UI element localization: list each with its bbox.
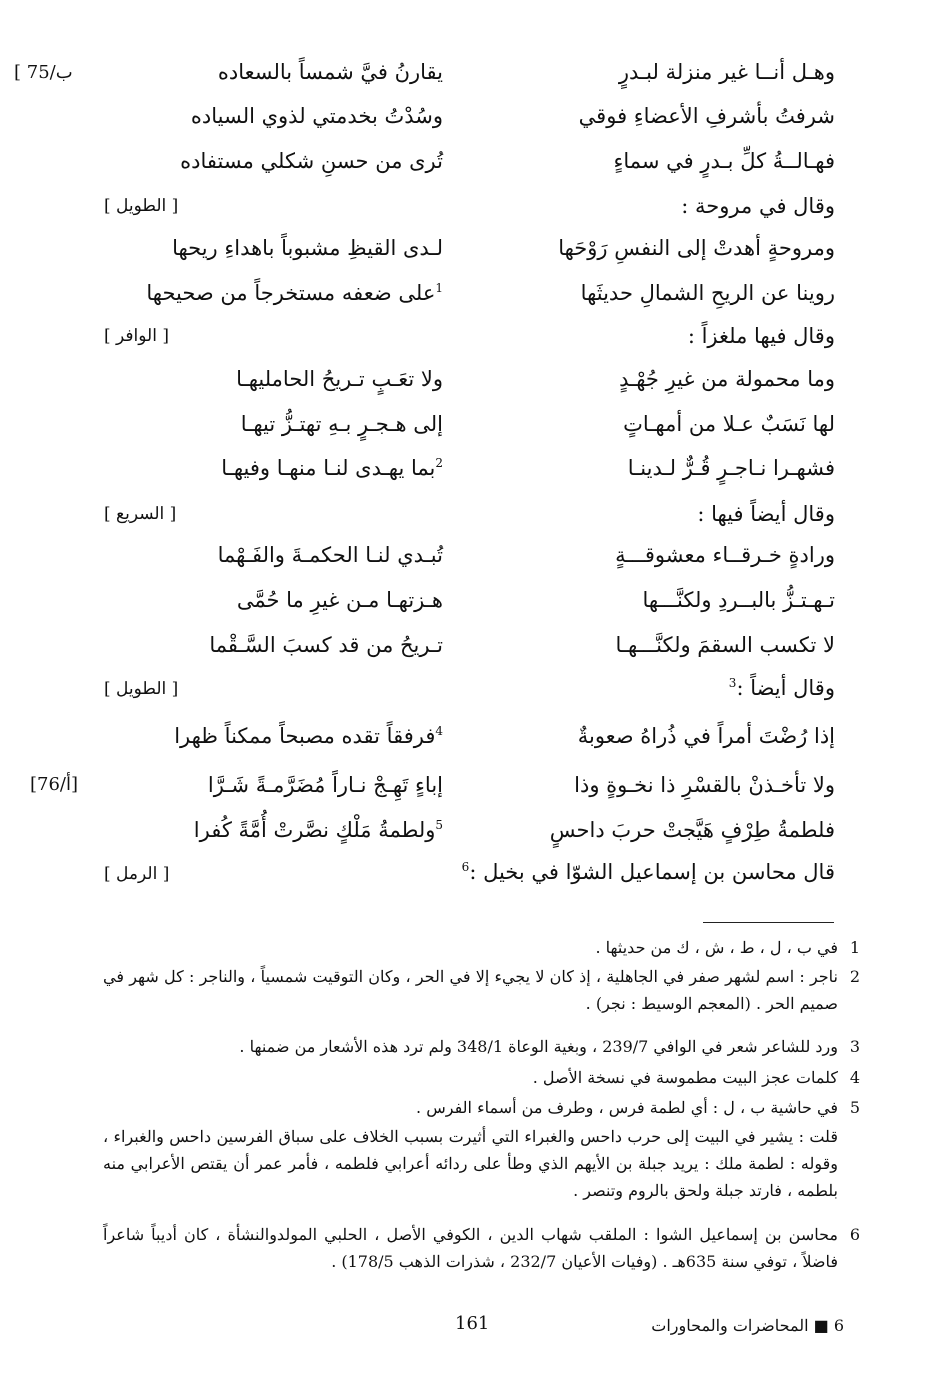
verse-hemistich-1: فشهـرا نـاجـرٍ قُـرٌّ لـدينـا	[627, 456, 835, 480]
footnote-number: 6	[849, 1225, 860, 1244]
footnote-text: ناجر : اسم لشهر صفر في الجاهلية ، إذ كان لا يجيء إلا في الحر ، وكان التوقيت شمسياً ، والناجر : كل شهر في صميم الحر . (المعجم الوسيط : نجر) .	[103, 967, 838, 1013]
footnote	[103, 963, 860, 1017]
verse-hemistich-1: وهـل أنــا غير منزلة لبـدرٍ	[618, 60, 835, 84]
verse-text: بما يهـدى لنـا منهـا وفيهـا	[221, 456, 436, 480]
footnote-number: 5	[849, 1098, 860, 1117]
verse-hemistich-1: فلطمةُ طِرْفٍ هَيَّجتْ حربَ داحسٍ	[549, 818, 835, 842]
verse-hemistich-1: إذا رُضْتَ أمراً في ذُراهُ صعوبةٌ	[577, 724, 835, 748]
meter-label: [ الرمل ]	[104, 864, 170, 884]
footnote-text: في حاشية ب ، ل : أي لطمة فرس ، وطرف من أسماء الفرس .	[416, 1098, 838, 1117]
footnote	[103, 1221, 860, 1275]
verse-hemistich-1: روينا عن الريحِ الشمالِ حديثَها	[580, 281, 835, 305]
verse-text: ولطمةُ مَلْكٍ نصَّرتْ أُمَّةً كُفرا	[193, 818, 436, 842]
verse-hemistich-1: لها نَسَبٌ عـلا من أمهـاتٍ	[623, 412, 835, 436]
margin-folio-note: [76/أ]	[30, 774, 79, 795]
verse-hemistich-2	[174, 724, 443, 748]
footnote-marker: 5	[435, 818, 443, 832]
verse-hemistich-2	[194, 818, 443, 842]
footnote-text: محاسن بن إسماعيل الشوا : الملقب شهاب الدين ، الكوفي الأصل ، الحلبي المولدوالنشأة ، كان أديباً شاعراً فاضلاً ، توفي سنة 635هـ . (وفيات الأعيان 232/7 ، شذرات الذهب 178/5) .	[103, 1225, 838, 1271]
footnote-number: 2	[849, 967, 860, 986]
verse-hemistich-1: ومروحةٍ أهدتْ إلى النفسِ رَوْحَها	[558, 236, 835, 260]
poem-intro	[462, 860, 835, 884]
verse-text: على ضعفه مستخرجاً من صحيحها	[146, 281, 436, 305]
verse-hemistich-1: ورادةٍ خـرقــاء معشوقـــةٍ	[615, 543, 835, 567]
verse-hemistich-1: تـهـتـزُّ بالبــردِ ولكنَّـــها	[642, 588, 835, 612]
intro-text: وقال أيضاً :	[736, 676, 835, 700]
footnote	[103, 1033, 860, 1060]
meter-label: [ الطويل ]	[104, 196, 179, 216]
footnote-marker: 4	[435, 724, 443, 738]
footnote	[103, 1094, 860, 1121]
footnote-text: ورد للشاعر شعر في الوافي 239/7 ، وبغية الوعاة 348/1 ولم ترد هذه الأشعار من ضمنها .	[239, 1037, 838, 1056]
verse-hemistich-2: تُرى من حسنِ شكلي مستفاده	[180, 149, 443, 173]
verse-hemistich-1: فهـالــةُ كلِّ بـدرٍ في سماءٍ	[613, 149, 835, 173]
meter-label: [ السريع ]	[104, 504, 177, 524]
verse-hemistich-1: شرفتُ بأشرفِ الأعضاءِ فوقي	[578, 104, 835, 128]
meter-label: [ الوافر ]	[104, 326, 169, 346]
footnote-number: 1	[849, 938, 860, 957]
verse-hemistich-2	[146, 281, 443, 305]
verse-hemistich-2: إلى هـجـرٍ بـهِ تهتـزُّ تيهـا	[240, 412, 443, 436]
verse-hemistich-1: وما محمولة من غيرِ جُهْـدٍ	[619, 367, 835, 391]
footnote-continuation	[103, 1123, 838, 1204]
verse-hemistich-2: تـريحُ من قد كسبَ السَّـقْما	[209, 633, 443, 657]
poem-intro: وقال في مروحة :	[681, 194, 835, 218]
footnote-number: 4	[849, 1068, 860, 1087]
footnote-text: كلمات عجز البيت مطموسة في نسخة الأصل .	[532, 1068, 838, 1087]
verse-hemistich-2: يقارنُ فيَّ شمساً بالسعاده	[217, 60, 443, 84]
verse-hemistich-2	[221, 456, 443, 480]
verse-hemistich-2: ولا تعَـبٍ تـريحُ الحامليهـا	[236, 367, 443, 391]
intro-text: قال محاسن بن إسماعيل الشوّا في بخيل :	[469, 860, 835, 884]
poem-intro: وقال أيضاً فيها :	[697, 502, 835, 526]
footnote	[103, 1064, 860, 1091]
footnote-marker: 6	[461, 860, 470, 874]
running-title: 6 ■ المحاضرات والمحاورات	[651, 1316, 844, 1335]
footnote-separator	[703, 922, 834, 923]
poem-intro: وقال فيها ملغزاً :	[687, 324, 835, 348]
footnote	[103, 934, 860, 961]
meter-label: [ الطويل ]	[104, 679, 179, 699]
footnote-marker: 1	[435, 281, 443, 295]
poem-intro	[729, 676, 835, 700]
verse-hemistich-2: تُبـدي لنـا الحكمـةَ والفَـهْما	[217, 543, 443, 567]
verse-hemistich-1: ولا تأخـذنْ بالقسْرِ ذا نخـوةٍ وذا	[574, 773, 835, 797]
verse-hemistich-2: لـدى القيظِ مشبوباً باهداءِ ريحها	[172, 236, 443, 260]
verse-hemistich-2: هـزتهـا مـن غيرِ ما حُمَّى	[236, 588, 443, 612]
footnote-marker: 2	[435, 456, 443, 470]
verse-hemistich-1: لا تكسب السقمَ ولكنَّـــهـا	[615, 633, 835, 657]
page-number: 161	[455, 1313, 490, 1334]
verse-text: فرفقاً تقده مصبحاً ممكناً ظهرا	[174, 724, 436, 748]
footnote-number: 3	[849, 1037, 860, 1056]
footnote-text: في ب ، ل ، ط ، ش ، ك من حديثها .	[595, 938, 838, 957]
verse-hemistich-2: إباءٍ تَهِـجْ نـاراً مُضَرَّمـةً شَـرَّا	[207, 773, 443, 797]
footnote-text: قلت : يشير في البيت إلى حرب داحس والغبراء التي أثيرت بسبب الخلاف على سباق الفرسين داحس والغبراء ، وقوله : لطمة ملك : يريد جبلة بن الأيهم الذي وطأ على ردائه أعرابي فلطمه ، فأمر عمر أن يقتص الأعرابي منه بلطمه ، فارتد جبلة ولحق بالروم وتنصر .	[103, 1127, 838, 1200]
margin-folio-note: [ 75/ب	[14, 62, 73, 83]
footnote-marker: 3	[728, 676, 737, 690]
verse-hemistich-2: وسُدْتُ بخدمتي لذوي السياده	[190, 104, 443, 128]
